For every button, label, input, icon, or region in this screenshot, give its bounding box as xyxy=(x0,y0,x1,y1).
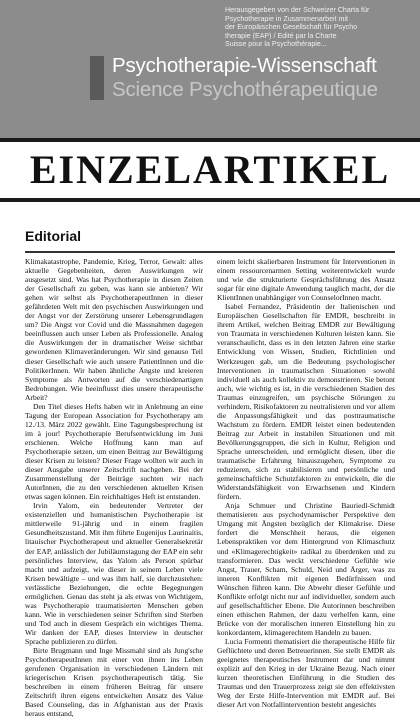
publisher-line: Herausgegeben von der Schweizer Charta für xyxy=(225,6,370,14)
section-heading: Editorial xyxy=(25,228,82,244)
publisher-line: der Europäischen Gesellschaft für Psycho xyxy=(225,23,358,31)
article-column-left xyxy=(25,257,203,718)
paragraph: Lucia Formenti thematisiert die therapeutische Hilfe für Geflüchtete und deren Betreuerinnen. Sie stellt EMDR als geeignetes therapeutisches Instrument dar und nimmt explizit auf den Krieg in der Ukraine Bezug. Nach einer kurzen theoretischen Einführung in die Studien des Traumas und den Trauerprozess zeigt sie den effektivsten Weg der Erste Hilfe-Intervention mit EMDR auf. Bei dieser Art von Notfallintervention besteht angesichts xyxy=(217,636,395,710)
paragraph: Birte Brugmann und Inge Missmahl sind als Jung'sche PsychotherapeutInnen mit einer von ihnen ins Leben gerufenen Organisation in verschiedenen Ländern mit kriegerischen Krisen psychotherapeutisch tätig. Sie beschreiben in einem früheren Beitrag für unsere Zeitschrift ihren eigens entwickelten Ansatz des Value Based Counseling, das in Afghanistan aus der Praxis heraus entstand, xyxy=(25,646,203,718)
journal-title-fr: Science Psychothérapeutique xyxy=(112,78,378,101)
journal-logo-mark xyxy=(90,56,104,100)
publisher-line: therapie (EAP) / Edité par la Charte xyxy=(225,31,337,40)
journal-title-de: Psychotherapie-Wissenschaft xyxy=(112,54,377,77)
paragraph: Irvin Yalom, ein bedeutender Vertreter der existenziellen und humanistischen Psychotherapie ist mittlerweile 91-jährig und in einem fragilen Gesundheitszustand. Mit ihm führte Eugenijus Laurinaitis, litauischer Psychotherapeut und aktueller Generalsekretär der EAP, anlässlich der Jubiläumstagung der EAP ein sehr persönliches Interview, das Yalom als Person spürbar macht und aufzeigt, wie dieser in seinem Leben viele Krisen bewältigte – und was ihm half, sie durchzustehen: verlässliche Beziehungen, die echte Begegnungen ermöglichen. Genau das steht ja als etwas von Wichtigem, was Psychotherapie traumatisierten Menschen geben kann. Wie in verschiedenen seiner Schriften sind Sterben und Tod auch in diesem Gespräch ein wichtiges Thema. Wir danken der EAP, dieses Interview in deutscher Sprache publizieren zu dürfen. xyxy=(25,501,203,646)
article-column-right xyxy=(217,257,395,709)
paragraph: Den Titel dieses Hefts haben wir in Anlehnung an eine Tagung der European Association for Psychotherapy am 12./13. März 2022 gewählt. Eine Tagungsbesprechung ist im à jour! Psychotherapie Berufsentwicklung im Juni erschienen. Welche Hoffnung kann man auf Psychotherapie setzen, um einen Beitrag zur Bewältigung dieser Krisen zu leisten? Dieser Frage wollten wir auch in dieser Ausgabe unserer Zeitschrift nachgehen. Bei der Zusammenstellung der Beiträge suchten wir nach AutorInnen, die zu den verschiedenen aktuellen Krisen etwas sagen können. Ein reichhaltiges Heft ist entstanden. xyxy=(25,401,203,502)
paragraph: Anja Schmuer und Christine Bauriedl-Schmidt thematisieren aus psychodynamischer Perspektive den Umgang mit Ängsten bezüglich der Klimakrise. Diese fordert die Menschheit heraus, die eigenen Lebenspraktiken vor dem Hintergrund von Klimaschutz und «Klimagerechtigkeit» radikal zu überdenken und zu transformieren. Das weckt verschiedene Gefühle wie Angst, Trauer, Scham, Schuld, Neid und Ärger, was zu inneren Konflikten mit eigenen Bedürfnissen und Wünschen führen kann. Die Abwehr dieser Gefühle und Konflikte erfolgt nicht nur auf individueller, sondern auch auf gesellschaftlicher Ebene. Die Autorinnen beschreiben einen ethischen Rahmen, der dazu verhelfen kann, eine Brücke von der moralischen inneren Einstellung hin zu konkordantem, klimagerechtem Handeln zu bauen. xyxy=(217,501,395,637)
banner-title: EINZELARTIKEL xyxy=(29,147,391,192)
publisher-line: Suisse pour la Psychothérapie... xyxy=(225,40,327,48)
publisher-line: Psychotherapie in Zusammenarbeit mit xyxy=(225,14,349,23)
section-rule xyxy=(25,251,395,253)
paragraph: einem leicht skalierbaren Instrument für Interventionen in einem ressourcenarmen Setting weiterentwickelt wurde und wie die strukturierte Gesprächsführung des Ansatz sogar für eine digitale Anwendung tauglich macht, der die KlientInnen unabhängiger von CounselorInnen macht. xyxy=(217,257,395,303)
paragraph: Klimakatastrophe, Pandemie, Krieg, Terror, Gewalt: alles aktuelle Gegebenheiten, deren Auswirkungen wir ausgesetzt sind. Was hat Psychotherapie in diesen Zeiten der Gesellschaft zu geben, was kann sie anbieten? Wir gehen wir selbst als PsychotherapeutInnen in dieser gefährdeten Welt mit den psychischen Auswirkungen und der Angst vor der Zerstörung unserer Lebensgrundlagen um? Die Angst vor Covid und die Massnahmen dagegen beeinflussen auch unser Leben als Professionelle. Analog die Auswirkungen der in dramatischer Weise sichtbar gewordenen Klimaveränderungen. Wir sind genauso Teil dieser Gesellschaft wie auch unsere PatientInnen und die PolitikerInnen. Wir haben ähnliche Ängste und kreieren Symptome als Antworten auf die verschiedenartigen Bedrohungen. Wie beeinflusst dies unsere therapeutische Arbeit? xyxy=(25,257,203,402)
paragraph: Isabel Fernandez, Präsidentin der Italienischen und Europäischen Gesellschaften für EMDR, beschreibt in ihrem Artikel, welchen Beitrag EMDR zur Bewältigung von Traumata in verschiedenen Kulturen leisten kann. Sie veranschaulicht, dass es in den letzten Jahren eine starke Entwicklung von Wissen, Studien, Richtlinien und Werkzeugen gab, um die Bedeutung psychologischer Interventionen in traumatischen Situationen sowohl individuell als auch kollektiv zu demonstrieren. Sie betont auch, wie wichtig es ist, in die verschiedenen Stadien des Traumas einzugreifen, um psychische Störungen zu verhindern, Risikofaktoren zu neutralisieren und vor allem die Anpassungsfähigkeit und das posttraumatische Wachstum zu fördern. EMDR leistet einen bedeutenden Beitrag zur Arbeit in instabilen Situationen und mit Bevölkerungsgruppen, die sich in Kultur, Religion und Sprache unterscheiden, und ermöglicht diesen, über die traumatische Erfahrung hinauszugehen, Symptome zu reduzieren, sich zu stabilisieren und persönliche und gemeinschaftliche Schutzfaktoren zu entwickeln, die die Widerstandsfähigkeit von Erwachsenen und Kindern fördern. xyxy=(217,302,395,502)
